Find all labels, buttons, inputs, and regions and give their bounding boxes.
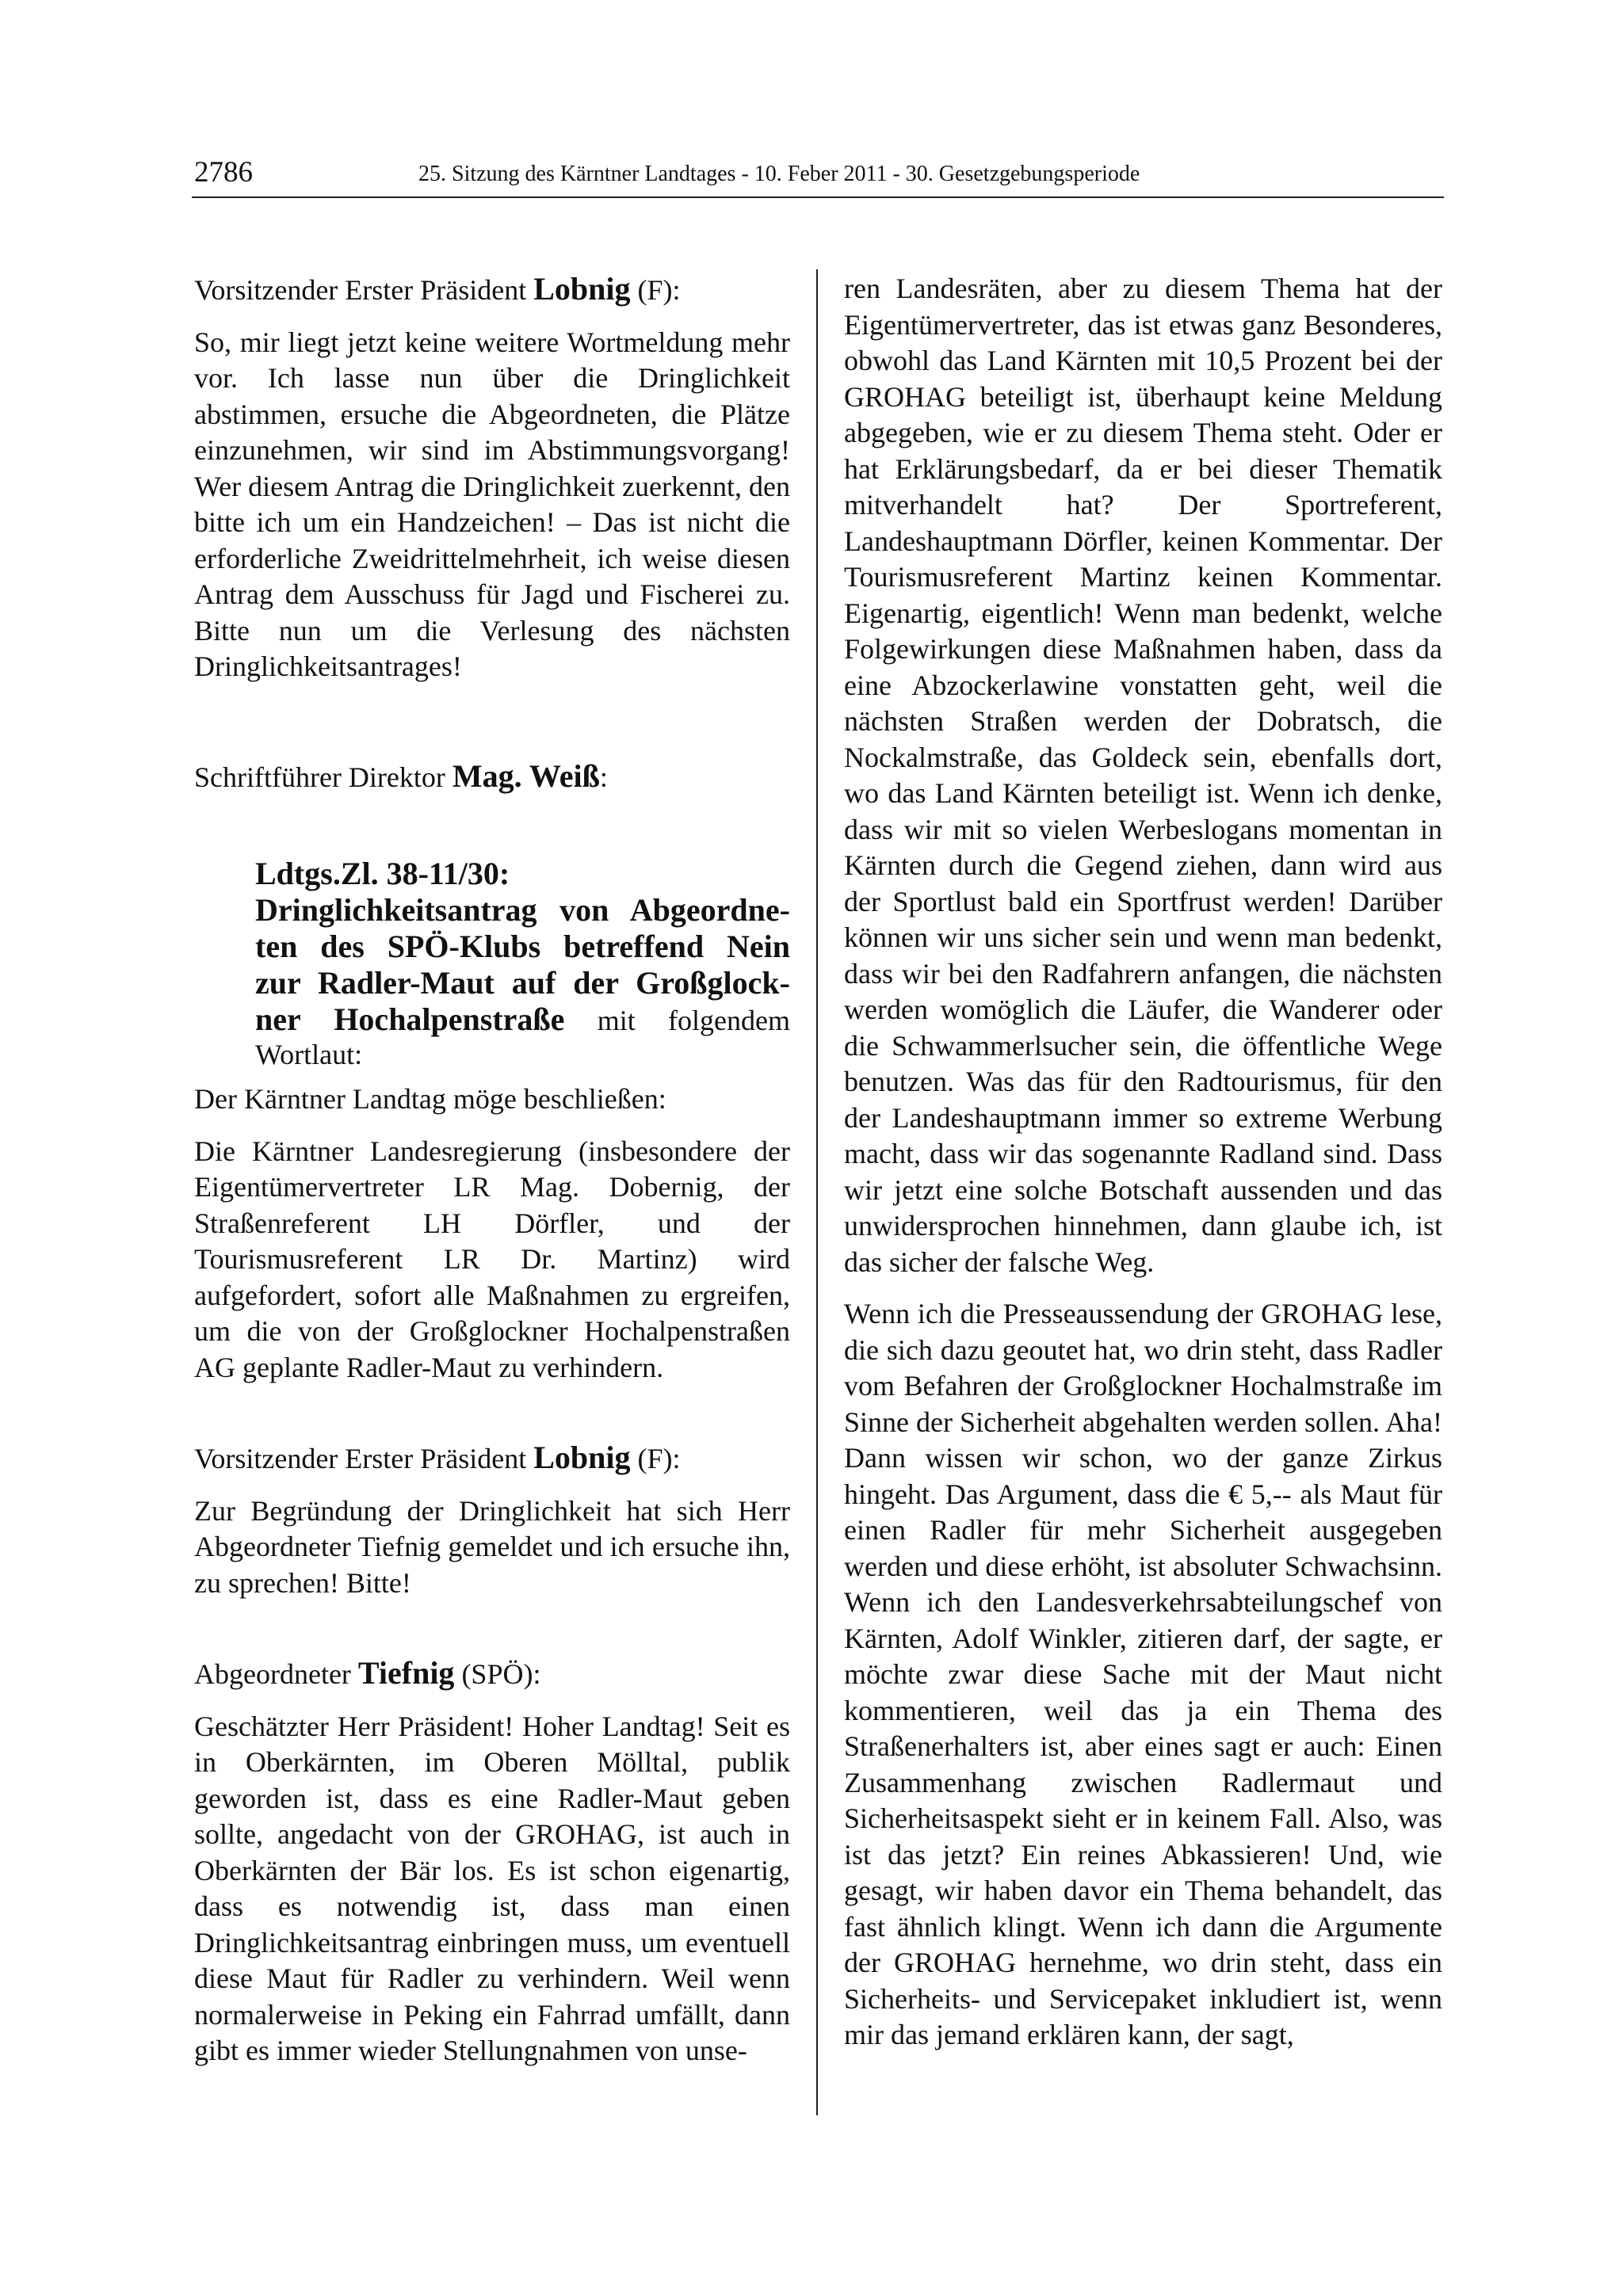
paragraph: Der Kärntner Landtag möge beschließen:	[194, 1083, 666, 1115]
speaker-line: Schriftführer Direktor Mag. Weiß:	[194, 757, 608, 794]
motion-number: Ldtgs.Zl. 38-11/30:	[255, 856, 510, 891]
right-column	[844, 271, 1442, 2054]
left-column	[194, 271, 790, 2069]
paragraph: So, mir liegt jetzt keine weitere Wortmeldung mehr vor. Ich lasse nun über die Dringlichkeit abstimmen, ersuche die Abgeordneten, die Plätze einzunehmen, wir sind im Abstimmungsvorgang! Wer diesem Antrag die Dringlichkeit zuerkennt, den bitte ich um ein Handzeichen! – Das ist nicht die erforderliche Zweidrittelmehrheit, ich weise diesen Antrag dem Ausschuss für Jagd und Fischerei zu. Bitte nun um die Verlesung des nächsten Dringlichkeitsantrages!	[194, 326, 790, 682]
speaker-name: Lobnig	[533, 1440, 631, 1475]
paragraph: Geschätzter Herr Präsident! Hoher Landtag! Seit es in Oberkärnten, im Oberen Mölltal, publik geworden ist, dass es eine Radler-Maut geben sollte, angedacht von der GROHAG, ist auch in Oberkärnten der Bär los. Es ist schon eigenartig, dass es notwendig ist, dass man einen Dringlichkeitsantrag einbringen muss, um eventuell diese Maut für Radler zu verhindern. Weil wenn normalerweise in Peking ein Fahrrad umfällt, dann gibt es immer wieder Stellungnahmen von unse-	[194, 1710, 790, 2066]
paragraph: Die Kärntner Landesregierung (insbesondere der Eigentümervertreter LR Mag. Dobernig, der Straßenreferent LH Dörfler, und der Tourismusreferent LR Dr. Martinz) wird aufgefordert, sofort alle Maßnahmen zu ergreifen, um die von der Großglockner Hochalpenstraßen AG geplante Radler-Maut zu verhindern.	[194, 1135, 790, 1383]
speaker-name: Lobnig	[533, 271, 631, 307]
motion-title: Ldtgs.Zl. 38-11/30: Dringlichkeitsantrag von Abgeordne- ten des SPÖ-Klubs betreffend Nein zur Radler-Maut auf der Großglock- ner Hochalpenstraße mit folgendem Wortlaut:	[255, 856, 790, 1070]
paragraph: ren Landesräten, aber zu diesem Thema hat der Eigentümervertreter, das ist etwas ganz Besonderes, obwohl das Land Kärnten mit 10,5 Prozent bei der GROHAG beteiligt ist, überhaupt keine Meldung abgegeben, wie er zu diesem Thema steht. Oder er hat Erklärungsbedarf, da er bei dieser Thematik mitverhandelt hat? Der Sportreferent, Landeshauptmann Dörfler, keinen Kommentar. Der Tourismusreferent Martinz keinen Kommentar. Eigenartig, eigentlich! Wenn man bedenkt, welche Folgewirkungen diese Maßnahmen haben, dass da eine Abzockerlawine vonstatten geht, weil die nächsten Straßen werden der Dobratsch, die Nockalmstraße, das Goldeck sein, ebenfalls dort, wo das Land Kärnten beteiligt ist. Wenn ich denke, dass wir mit so vielen Werbeslogans momentan in Kärnten durch die Gegend ziehen, dann wird aus der Sportlust bald ein Sportfrust werden! Darüber können wir uns sicher sein und wenn man bedenkt, dass wir bei den Radfahrern anfangen, die nächsten werden womöglich die Läufer, die Wanderer oder die Schwammerlsucher sein, die öffentliche Wege benutzen. Was das für den Radtourismus, für den der Landeshauptmann immer so extreme Werbung macht, dass wir das sogenannte Radland sind. Dass wir jetzt eine solche Botschaft aussenden und das unwidersprochen hinnehmen, dann glaube ich, ist das sicher der falsche Weg.	[844, 273, 1442, 1278]
speaker-name: Tiefnig	[357, 1655, 455, 1691]
speaker-name: Mag. Weiß	[452, 757, 600, 794]
speaker-line: Abgeordneter Tiefnig (SPÖ):	[194, 1655, 541, 1691]
column-divider	[816, 269, 818, 2115]
speaker-line: Vorsitzender Erster Präsident Lobnig (F):	[194, 271, 681, 307]
paragraph: Zur Begründung der Dringlichkeit hat sich Herr Abgeordneter Tiefnig gemeldet und ich ersuche ihn, zu sprechen! Bitte!	[194, 1494, 790, 1599]
speaker-line: Vorsitzender Erster Präsident Lobnig (F):	[194, 1440, 681, 1475]
page-header	[194, 155, 1442, 201]
page-number: 2786	[194, 156, 253, 189]
paragraph: Wenn ich die Presseaussendung der GROHAG lese, die sich dazu geoutet hat, wo drin steht, dass Radler vom Befahren der Großglockner Hochalmstraße im Sinne der Sicherheit abgehalten werden sollen. Aha! Dann wissen wir schon, wo der ganze Zirkus hingeht. Das Argument, dass die € 5,-- als Maut für einen Radler für mehr Sicherheit ausgegeben werden und diese erhöht, ist absoluter Schwachsinn. Wenn ich den Landesverkehrsabteilungschef von Kärnten, Adolf Winkler, zitieren darf, der sagte, er möchte zwar diese Sache mit der Maut nicht kommentieren, weil das ja ein Thema des Straßenerhalters ist, aber eines sagt er auch: Einen Zusammenhang zwischen Radlermaut und Sicherheitsaspekt sieht er in keinem Fall. Also, was ist das jetzt? Ein reines Abkassieren! Und, wie gesagt, wir haben davor ein Thema behandelt, das fast ähnlich klingt. Wenn ich dann die Argumente der GROHAG hernehme, wo drin steht, dass ein Sicherheits- und Servicepaket inkludiert ist, wenn mir das jemand erklären kann, der sagt,	[844, 1298, 1442, 2050]
header-rule	[192, 196, 1444, 198]
header-title: 25. Sitzung des Kärntner Landtages - 10. Feber 2011 - 30. Gesetzgebungsperiode	[418, 162, 1140, 186]
